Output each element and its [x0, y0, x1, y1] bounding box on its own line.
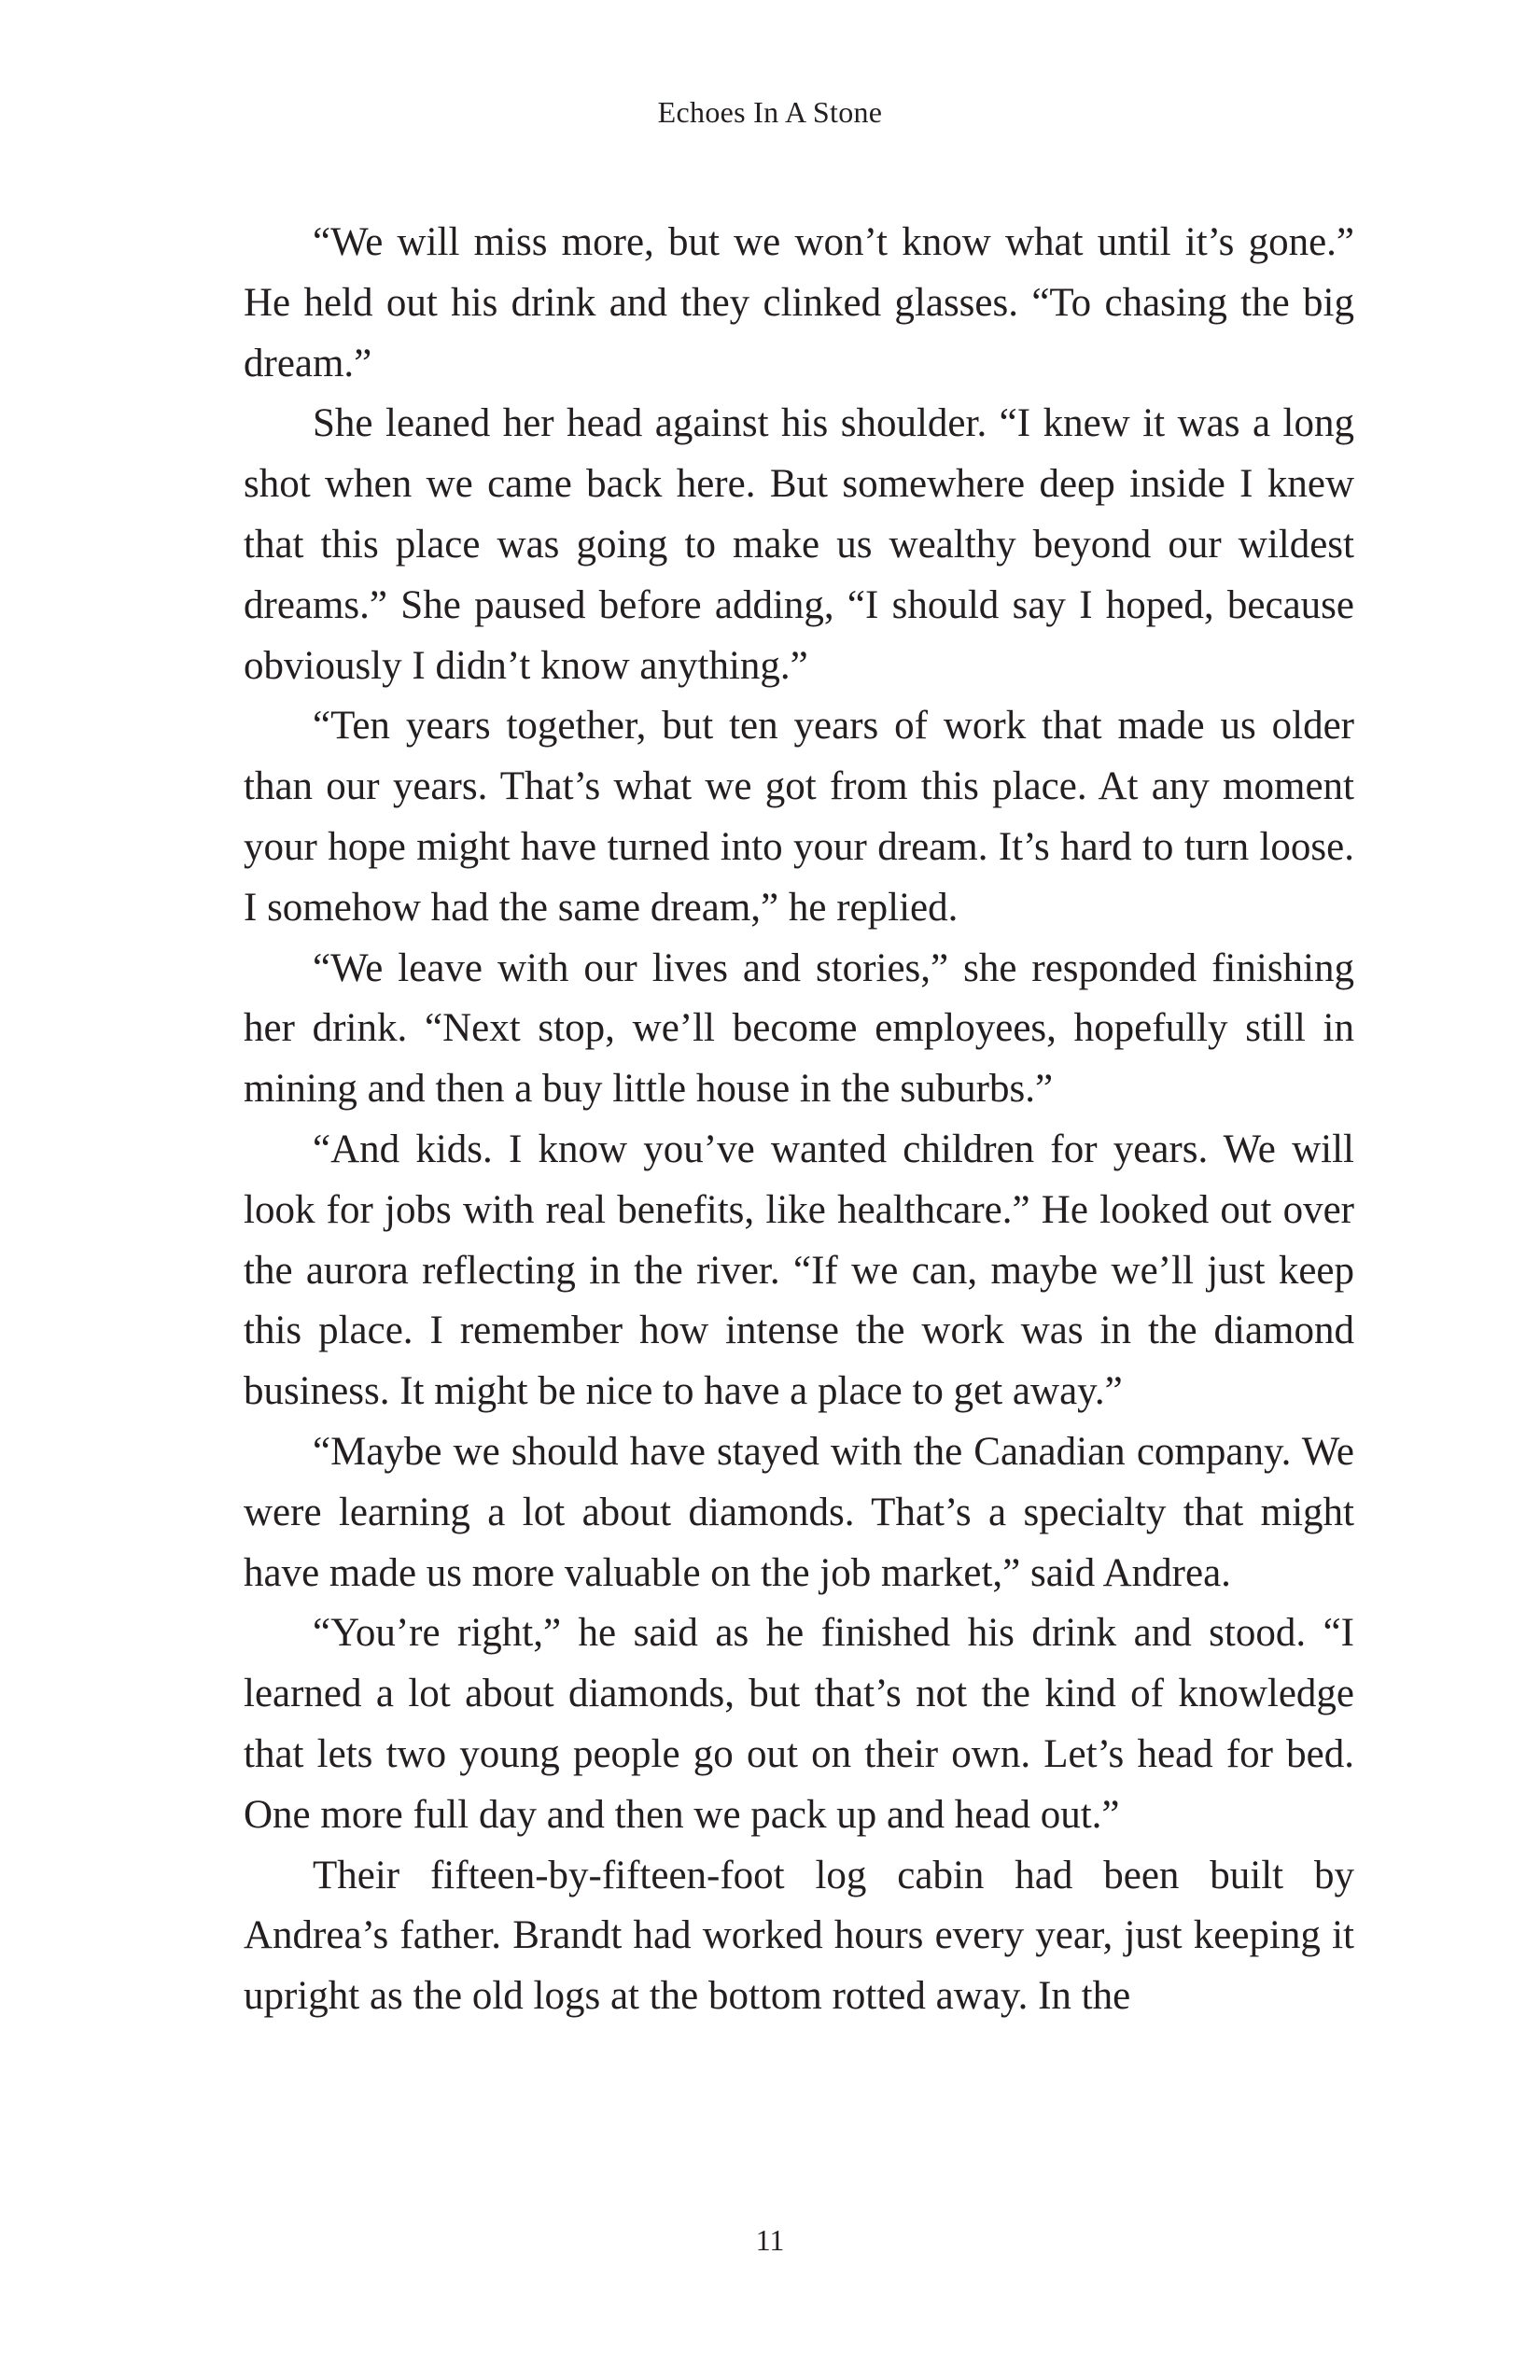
paragraph: “We will miss more, but we won’t know what until it’s gone.” He held out his drink and they clinked glasses. “To chasing the big dream.” [244, 220, 1354, 385]
paragraph: “Maybe we should have stayed with the Canadian company. We were learning a lot about diamonds. That’s a specialty that might have made us more valuable on the job market,” said Andrea. [244, 1429, 1354, 1595]
running-head: Echoes In A Stone [657, 95, 883, 129]
paragraph: “We leave with our lives and stories,” she responded finishing her drink. “Next stop, we’ll become employees, hopefully still in mining and then a buy little house in the suburbs.” [244, 945, 1354, 1112]
paragraph: Their fifteen-by-fifteen-foot log cabin had been built by Andrea’s father. Brandt had worked hours every year, just keeping it upright as the old logs at the bottom rotted away. In the [244, 1853, 1354, 2019]
paragraph: “You’re right,” he said as he finished his drink and stood. “I learned a lot about diamonds, but that’s not the kind of knowledge that lets two young people go out on their own. Let’s head for bed. One more full day and then we pack up and head out.” [244, 1611, 1354, 1837]
paragraph: “And kids. I know you’ve wanted children for years. We will look for jobs with real benefits, like healthcare.” He looked out over the aurora reflecting in the river. “If we can, maybe we’ll just keep this place. I remember how intense the work was in the diamond business. It might be nice to have a place to get away.” [244, 1127, 1354, 1414]
paragraph: “Ten years together, but ten years of work that made us older than our years. That’s what we got from this place. At any moment your hope might have turned into your dream. It’s hard to turn loose. I somehow had the same dream,” he replied. [244, 704, 1354, 930]
body-text [244, 213, 1354, 2027]
paragraph: She leaned her head against his shoulder. “I knew it was a long shot when we came back here. But somewhere deep inside I knew that this place was going to make us wealthy beyond our wildest dreams.” She paused before adding, “I should say I hoped, because obviously I didn’t know anything.” [244, 401, 1354, 688]
page-number: 11 [755, 2223, 785, 2257]
